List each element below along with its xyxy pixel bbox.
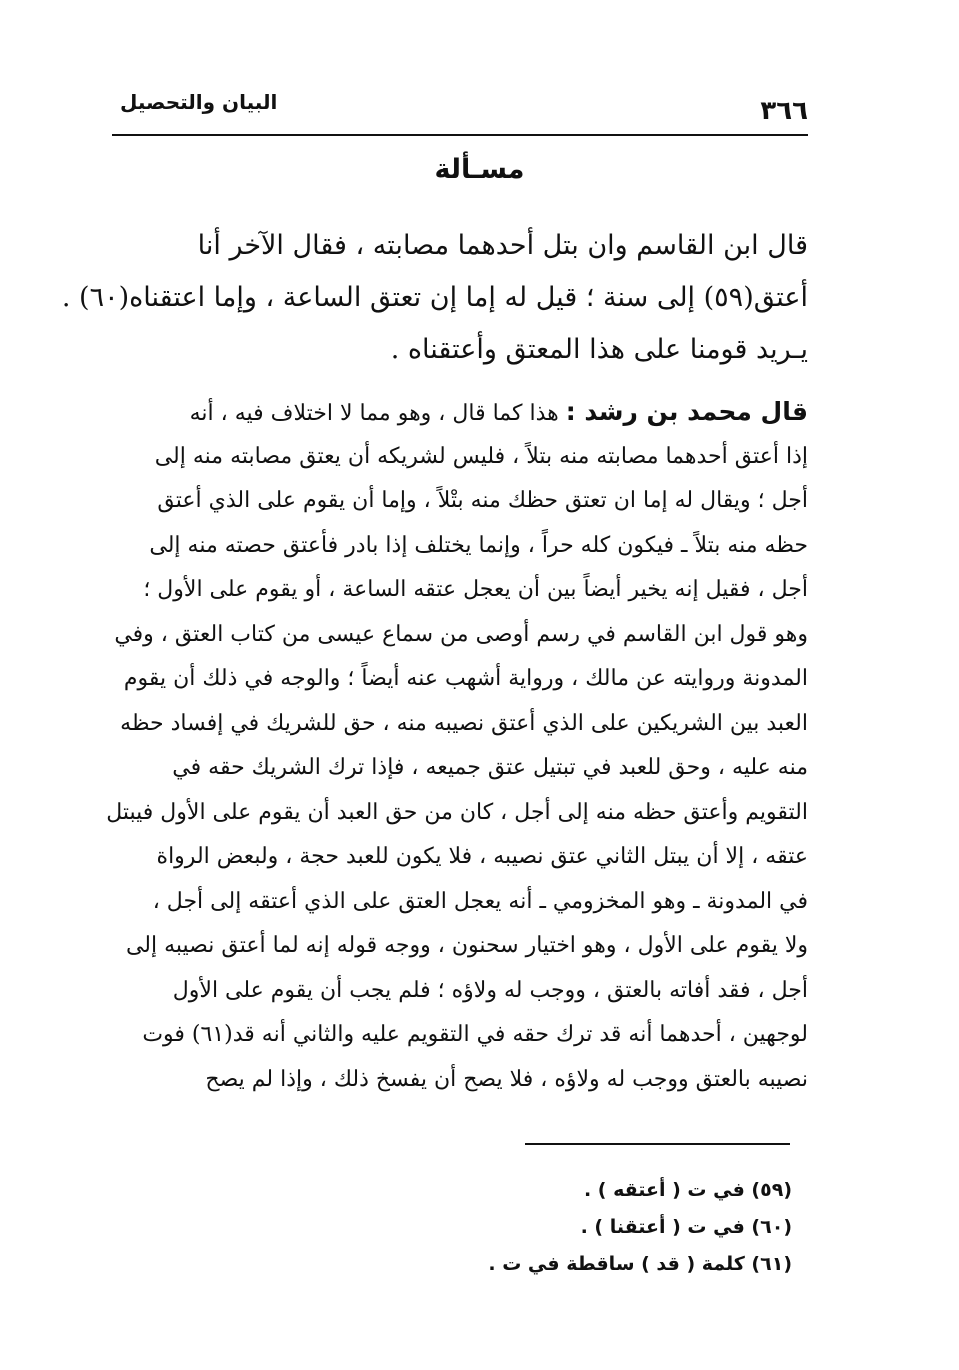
commentary-line: التقويم وأعتق حظه منه إلى أجل ، كان من حق العبد أن يقوم على الأول فيبتل xyxy=(106,799,808,825)
commentary-line: العبد بين الشريكين على الذي أعتق نصيبه منه ، حق للشريك في إفساد حظه xyxy=(120,710,808,736)
issue-line: أعتق(٥٩) إلى سنة ؛ قيل له إما إن تعتق الساعة ، وإما اعتقناه(٦٠) . xyxy=(61,282,808,313)
commentary-line: أجل ، فقد أفاته بالعتق ، ووجب له ولاؤه ؛ فلم يجب أن يقوم على الأول xyxy=(172,977,808,1003)
commentary-line: لوجهين ، أحدهما أنه قد ترك حقه في التقويم عليه والثاني أنه قد(٦١) فوت xyxy=(142,1022,808,1047)
commentary-first-line xyxy=(108,390,808,435)
commentary-line: إذا أعتق أحدهما مصابته منه بتلاً ، فليس لشريكه أن يعتق مصابته منه إلى xyxy=(154,443,808,469)
issue-paragraph xyxy=(61,220,808,376)
speaker-label: قال محمد بن رشد : xyxy=(565,397,808,426)
commentary-line: في المدونة ـ وهو المخزومي ـ أنه يعجل العتق على الذي أعتقه إلى أجل ، xyxy=(152,888,808,914)
commentary-line: أجل ، فقيل إنه يخير أيضاً بين أن يعجل عتقه الساعة ، أو يقوم على الأول ؛ xyxy=(143,577,808,602)
footnote-divider xyxy=(525,1143,790,1145)
commentary-line: ولا يقوم على الأول ، وهو اختيار سحنون ، ووجه قوله إنه لما أعتق نصيبه إلى xyxy=(125,933,808,958)
footnote-59: (٥٩) في ت ( أعتقه ) . xyxy=(583,1179,792,1201)
commentary-line-text: هذا كما قال ، وهو مما لا اختلاف فيه ، أنه xyxy=(189,401,559,426)
page-number: ٣٦٦ xyxy=(760,96,808,126)
commentary-line: وهو قول ابن القاسم في رسم أوصى من سماع عيسى من كتاب العتق ، وفي xyxy=(114,621,808,647)
commentary-paragraph xyxy=(108,390,808,1102)
commentary-line: حظه منه بتلاً ـ فيكون كله حراً ، وإنما يختلف إذا بادر فأعتق حصته منه إلى xyxy=(149,532,808,558)
footnote-61: (٦١) كلمة ( قد ) ساقطة في ت . xyxy=(488,1253,792,1275)
commentary-line: أجل ؛ ويقال له إما ان تعتق حظك منه بتْلاً ، وإما أن يقوم على الذي أعتق xyxy=(157,488,808,513)
issue-line: يـريد قومنا على هذا المعتق وأعتقناه . xyxy=(390,334,808,365)
footnotes xyxy=(400,1172,792,1283)
commentary-line: منه عليه ، وحق للعبد في تبتيل عتق جميعه ، فإذا ترك الشريك حقه في xyxy=(172,755,808,780)
book-title: البيان والتحصيل xyxy=(120,90,278,114)
issue-line: قال ابن القاسم وان بتل أحدهما مصابته ، فقال الآخر أنا xyxy=(197,230,808,261)
header-divider xyxy=(112,134,808,136)
section-heading: مسـألة xyxy=(434,154,525,185)
commentary-line: المدونة وروايته عن مالك ، ورواية أشهب عنه أيضاً ؛ والوجه في ذلك أن يقوم xyxy=(123,666,808,691)
running-header xyxy=(112,88,808,128)
commentary-line: نصيبه بالعتق ووجب له ولاؤه ، فلا يصح أن يفسخ ذلك ، وإذا لم يصح xyxy=(205,1066,808,1092)
commentary-line: عتقه ، إلا أن يبتل الثاني عتق نصيبه ، فلا يكون للعبد حجة ، ولبعض الرواة xyxy=(156,844,808,869)
footnote-60: (٦٠) في ت ( أعتقنا ) . xyxy=(580,1216,792,1238)
